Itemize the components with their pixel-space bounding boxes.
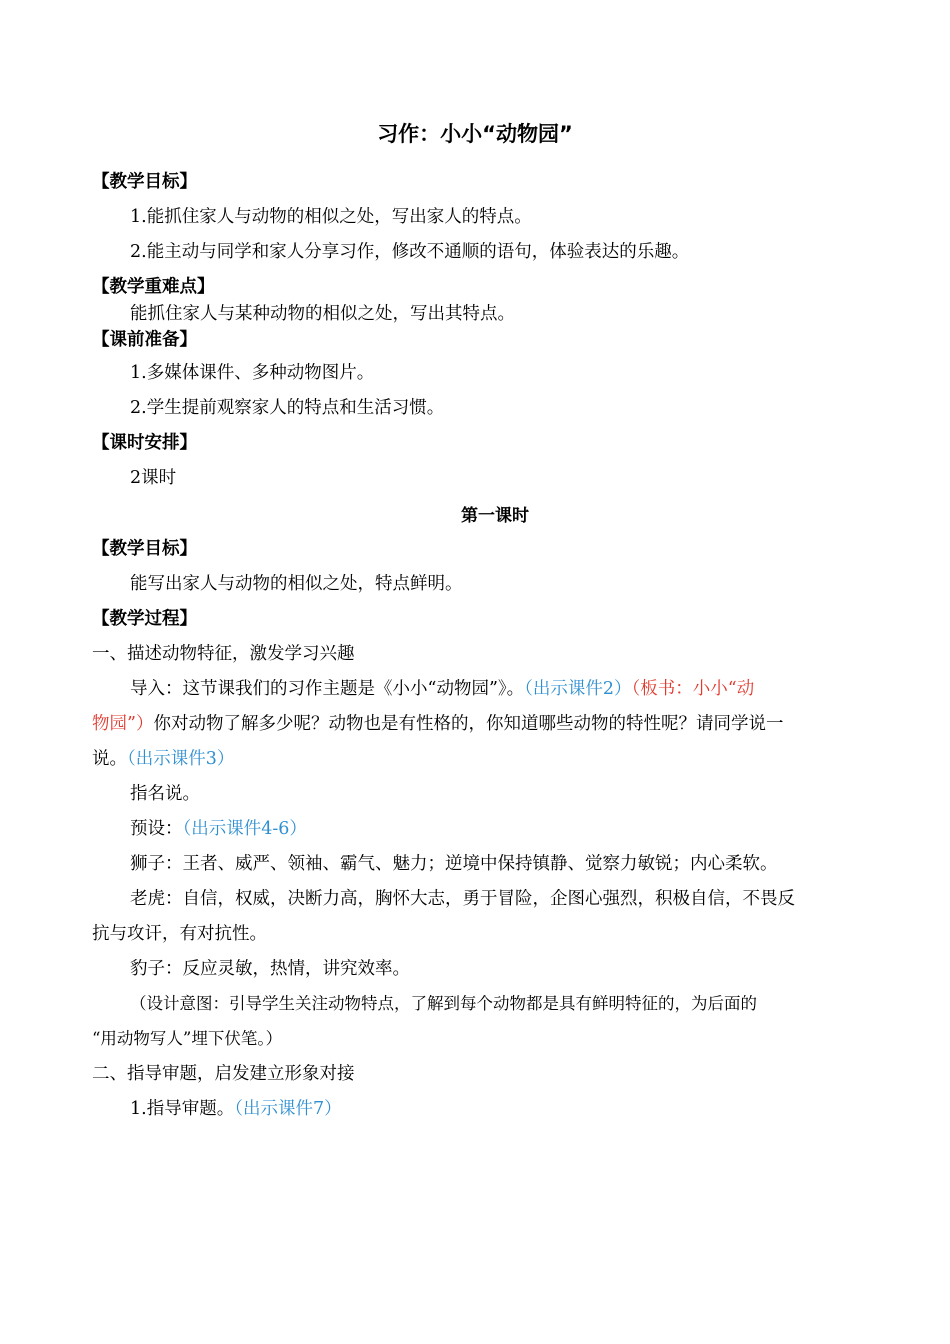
blackboard-note: （板书：小小“动 — [631, 679, 755, 699]
intro-paragraph-line — [130, 677, 754, 701]
intro-paragraph-line — [92, 712, 783, 736]
lesson-goal-text: 能写出家人与动物的相似之处，特点鲜明。 — [130, 574, 463, 594]
blackboard-note: 物园”） — [92, 714, 154, 734]
preset-label: 预设： — [130, 819, 183, 839]
page-title: 习作：小小“动物园” — [377, 122, 573, 146]
schedule-heading: 【课时安排】 — [92, 433, 197, 453]
preparation-item: 2.学生提前观察家人的特点和生活习惯。 — [130, 398, 445, 418]
step-text: 1.指导审题。 — [130, 1099, 235, 1119]
courseware-note: （出示课件3） — [127, 749, 235, 769]
name-call-text: 指名说。 — [130, 784, 200, 804]
courseware-note: （出示课件4-6） — [182, 819, 307, 839]
section-heading-1: 一、描述动物特征，激发学习兴趣 — [92, 644, 355, 664]
goal-item: 1.能抓住家人与动物的相似之处，写出家人的特点。 — [130, 207, 532, 227]
lion-description: 狮子：王者、威严、领袖、霸气、魅力；逆境中保持镇静、觉察力敏锐；内心柔软。 — [130, 854, 778, 874]
schedule-text: 2课时 — [130, 468, 177, 488]
lesson-goals-heading: 【教学目标】 — [92, 539, 197, 559]
courseware-note: （出示课件2） — [524, 679, 632, 699]
design-intent-note-cont: “用动物写人”埋下伏笔。） — [92, 1029, 283, 1048]
lesson-title: 第一课时 — [461, 506, 529, 526]
section-heading-2: 二、指导审题，启发建立形象对接 — [92, 1064, 355, 1084]
intro-paragraph-line — [92, 747, 234, 771]
leopard-description: 豹子：反应灵敏，热情，讲究效率。 — [130, 959, 410, 979]
step-line — [130, 1097, 342, 1121]
design-intent-note: （设计意图：引导学生关注动物特点，了解到每个动物都是具有鲜明特征的，为后面的 — [130, 994, 757, 1013]
intro-text: 说。 — [92, 749, 127, 769]
intro-text: 导入：这节课我们的习作主题是《小小“动物园”》。 — [130, 679, 525, 699]
courseware-note: （出示课件7） — [234, 1099, 342, 1119]
key-points-text: 能抓住家人与某种动物的相似之处，写出其特点。 — [130, 304, 515, 324]
process-heading: 【教学过程】 — [92, 609, 197, 629]
goal-item: 2.能主动与同学和家人分享习作，修改不通顺的语句，体验表达的乐趣。 — [130, 242, 690, 262]
key-points-heading: 【教学重难点】 — [92, 277, 215, 297]
preparation-heading: 【课前准备】 — [92, 330, 197, 350]
tiger-description-cont: 抗与攻讦，有对抗性。 — [92, 924, 267, 944]
preparation-item: 1.多媒体课件、多种动物图片。 — [130, 363, 375, 383]
preset-line — [130, 817, 307, 841]
tiger-description: 老虎：自信，权威，决断力高，胸怀大志，勇于冒险，企图心强烈，积极自信，不畏反 — [130, 889, 795, 909]
intro-text: 你对动物了解多少呢？动物也是有性格的，你知道哪些动物的特性呢？请同学说一 — [153, 714, 784, 734]
goals-heading: 【教学目标】 — [92, 172, 197, 192]
